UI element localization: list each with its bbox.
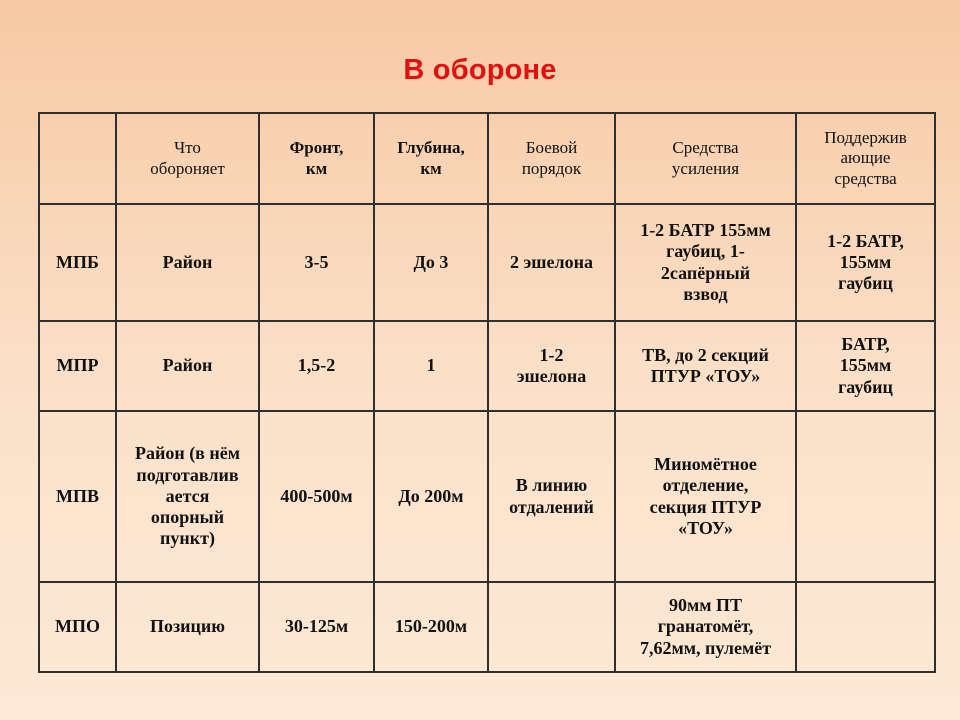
- table-row: [39, 321, 935, 411]
- header-reinforcement: Средства усиления: [615, 113, 796, 204]
- unit-cell: МПО: [39, 582, 116, 672]
- support-cell: БАТР, 155мм гаубиц: [796, 321, 935, 411]
- table-row: [39, 204, 935, 321]
- unit-cell: МПР: [39, 321, 116, 411]
- front-cell: 400-500м: [259, 411, 374, 582]
- reinforcement-cell: 1-2 БАТР 155мм гаубиц, 1- 2сапёрный взвод: [615, 204, 796, 321]
- header-cell-empty: [39, 113, 116, 204]
- header-front: Фронт, км: [259, 113, 374, 204]
- table-row: [39, 582, 935, 672]
- support-cell: 1-2 БАТР, 155мм гаубиц: [796, 204, 935, 321]
- defends-cell: Район: [116, 204, 259, 321]
- table-row: [39, 411, 935, 582]
- depth-cell: До 200м: [374, 411, 488, 582]
- header-what-defends: Что обороняет: [116, 113, 259, 204]
- support-cell: [796, 582, 935, 672]
- header-depth: Глубина, км: [374, 113, 488, 204]
- header-row: [39, 113, 935, 204]
- reinforcement-cell: 90мм ПТ гранатомёт, 7,62мм, пулемёт: [615, 582, 796, 672]
- order-cell: [488, 582, 615, 672]
- order-cell: В линию отдалений: [488, 411, 615, 582]
- depth-cell: 150-200м: [374, 582, 488, 672]
- depth-cell: До 3: [374, 204, 488, 321]
- reinforcement-cell: ТВ, до 2 секций ПТУР «ТОУ»: [615, 321, 796, 411]
- front-cell: 1,5-2: [259, 321, 374, 411]
- defense-table: [38, 112, 936, 673]
- reinforcement-cell: Миномётное отделение, секция ПТУР «ТОУ»: [615, 411, 796, 582]
- order-cell: 2 эшелона: [488, 204, 615, 321]
- defends-cell: Район: [116, 321, 259, 411]
- front-cell: 30-125м: [259, 582, 374, 672]
- unit-cell: МПВ: [39, 411, 116, 582]
- front-cell: 3-5: [259, 204, 374, 321]
- header-battle-order: Боевой порядок: [488, 113, 615, 204]
- support-cell: [796, 411, 935, 582]
- header-support: Поддержив ающие средства: [796, 113, 935, 204]
- unit-cell: МПБ: [39, 204, 116, 321]
- defends-cell: Район (в нём подготавлив ается опорный пункт): [116, 411, 259, 582]
- page-title: В обороне: [403, 54, 557, 86]
- defends-cell: Позицию: [116, 582, 259, 672]
- order-cell: 1-2 эшелона: [488, 321, 615, 411]
- depth-cell: 1: [374, 321, 488, 411]
